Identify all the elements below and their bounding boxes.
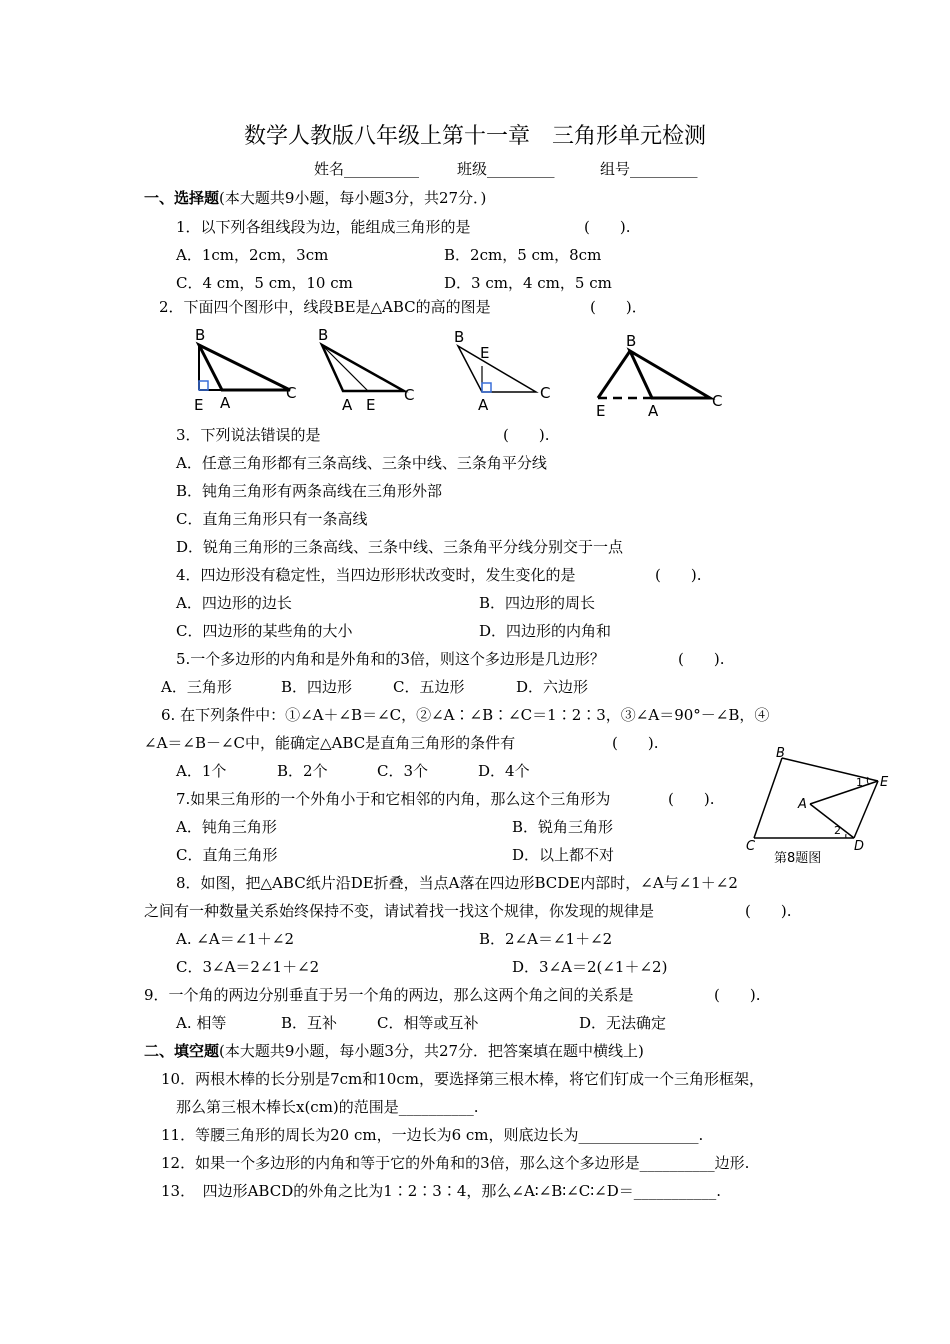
q12-text: 12．如果一个多边形的内角和等于它的外角和的3倍，那么这个多边形是__________边形. — [161, 1154, 750, 1172]
label-e: E — [596, 402, 606, 418]
segment-ad — [810, 804, 854, 838]
q6-option-c: C．3个 — [377, 762, 429, 780]
segment-bc — [754, 758, 782, 838]
q11-text: 11．等腰三角形的周长为20 cm，一边长为6 cm，则底边长为________________. — [161, 1126, 704, 1144]
q8-paren: ( ). — [745, 902, 792, 920]
q4-option-d: D．四边形的内角和 — [479, 622, 612, 640]
q2-paren: ( )． — [590, 298, 647, 316]
label-c: C — [712, 392, 723, 410]
label-d: D — [854, 839, 865, 854]
q5-option-d: D．六边形 — [516, 678, 589, 696]
triangle-abc — [199, 345, 290, 390]
segment-de — [854, 781, 878, 838]
q4-option-b: B．四边形的周长 — [479, 594, 596, 612]
q10-line-1: 10．两根木棒的长分别是7cm和10cm，要选择第三根木棒，将它们钉成一个三角形框架， — [161, 1070, 764, 1088]
label-e: E — [366, 396, 376, 414]
label-c: C — [404, 386, 415, 404]
triangle-abc — [322, 345, 404, 391]
q1-option-d: D．3 cm，4 cm，5 cm — [444, 274, 612, 292]
q5-option-a: A．三角形 — [161, 678, 232, 696]
triangle-abc — [630, 351, 710, 398]
label-b: B — [195, 326, 206, 344]
q6-option-d: D．4个 — [478, 762, 530, 780]
section-2-note: (本大题共9小题，每小题3分，共27分．把答案填在题中横线上) — [219, 1042, 644, 1060]
segment-ea — [810, 781, 878, 804]
q3-option-d: D．锐角三角形的三条高线、三条中线、三条角平分线分别交于一点 — [176, 538, 624, 556]
q8-line-1: 8．如图，把△ABC纸片沿DE折叠，当点A落在四边形BCDE内部时，∠A与∠1＋∠2 — [176, 874, 738, 892]
label-a: A — [342, 396, 353, 414]
q7-option-d: D．以上都不对 — [512, 846, 615, 864]
q9-option-d: D．无法确定 — [579, 1014, 667, 1032]
label-b: B — [454, 328, 465, 346]
q5-paren: ( ). — [678, 650, 725, 668]
label-e: E — [194, 396, 204, 414]
label-a: A — [478, 396, 489, 414]
q3-option-a: A．任意三角形都有三条高线、三条中线、三条角平分线 — [176, 454, 547, 472]
q3-option-b: B．钝角三角形有两条高线在三角形外部 — [176, 482, 443, 500]
q2-figure-1 — [186, 322, 296, 414]
q7-option-a: A．钝角三角形 — [176, 818, 277, 836]
q5-option-c: C．五边形 — [393, 678, 465, 696]
q8-option-b: B．2∠A＝∠1＋∠2 — [479, 930, 613, 948]
angle-2-label: 2 — [834, 824, 841, 837]
q2-figure-4 — [590, 326, 730, 418]
name-field: 姓名__________ — [314, 160, 420, 178]
q6-option-b: B．2个 — [277, 762, 328, 780]
q8-option-d: D．3∠A＝2(∠1＋∠2) — [512, 958, 668, 976]
label-c: C — [746, 839, 756, 854]
label-c: C — [286, 384, 296, 402]
q3-paren: ( ). — [503, 426, 550, 444]
group-field: 组号_________ — [600, 160, 698, 178]
q6-line-1: 6. 在下列条件中：①∠A＋∠B＝∠C，②∠A∶∠B∶∠C＝1∶2∶3，③∠A＝90°－∠B，④ — [161, 706, 770, 724]
q13-text: 13． 四边形ABCD的外角之比为1∶2∶3∶4，那么∠A∶∠B∶∠C∶∠D＝___________. — [161, 1182, 722, 1200]
figure-caption: 第8题图 — [774, 851, 822, 866]
q9-option-a: A. 相等 — [176, 1014, 227, 1032]
label-a: A — [648, 402, 659, 418]
q2-figure-2 — [310, 322, 420, 414]
q4-stem: 4．四边形没有稳定性，当四边形形状改变时，发生变化的是 — [176, 566, 576, 584]
q6-option-a: A．1个 — [176, 762, 227, 780]
q8-line-2: 之间有一种数量关系始终保持不变，请试着找一找这个规律，你发现的规律是 — [144, 902, 655, 920]
q1-paren: ( ). — [584, 218, 631, 236]
segment-be — [598, 351, 630, 398]
q9-stem: 9．一个角的两边分别垂直于另一个角的两边，那么这两个角之间的关系是 — [144, 986, 634, 1004]
label-b: B — [318, 326, 329, 344]
q6-paren: ( ). — [612, 734, 659, 752]
q5-stem: 5.一个多边形的内角和是外角和的3倍，则这个多边形是几边形？ — [176, 650, 605, 668]
q1-option-c: C．4 cm，5 cm，10 cm — [176, 274, 353, 292]
label-b: B — [626, 332, 637, 350]
section-2-heading — [144, 1041, 644, 1061]
q3-option-c: C．直角三角形只有一条高线 — [176, 510, 368, 528]
q2-stem: 2．下面四个图形中，线段BE是△ABC的高的图是 — [159, 298, 491, 316]
q8-figure — [740, 744, 900, 868]
section-1-title: 一、选择题 — [144, 189, 220, 207]
class-field: 班级_________ — [457, 160, 555, 178]
label-e: E — [480, 344, 490, 362]
section-1-heading — [144, 188, 486, 208]
q2-figure-3 — [448, 322, 558, 414]
q7-option-b: B．锐角三角形 — [512, 818, 614, 836]
q9-paren: ( ). — [714, 986, 761, 1004]
label-e: E — [880, 775, 889, 790]
q1-stem: 1．以下列各组线段为边，能组成三角形的是 — [176, 218, 471, 236]
q4-option-c: C．四边形的某些角的大小 — [176, 622, 353, 640]
q9-option-b: B．互补 — [281, 1014, 338, 1032]
label-a: A — [798, 797, 807, 812]
q7-stem: 7.如果三角形的一个外角小于和它相邻的内角，那么这个三角形为 — [176, 790, 611, 808]
q3-stem: 3．下列说法错误的是 — [176, 426, 321, 444]
label-b: B — [776, 746, 785, 761]
q6-line-2: ∠A＝∠B－∠C中，能确定△ABC是直角三角形的条件有 — [144, 734, 516, 752]
triangle-abc — [458, 346, 536, 392]
segment-be — [782, 758, 878, 781]
label-c: C — [540, 384, 551, 402]
q7-paren: ( ). — [668, 790, 715, 808]
q8-option-c: C．3∠A＝2∠1＋∠2 — [176, 958, 320, 976]
q8-option-a: A. ∠A＝∠1＋∠2 — [176, 930, 294, 948]
angle-1-label: 1 — [856, 776, 863, 789]
right-angle-mark — [482, 383, 491, 392]
q5-option-b: B．四边形 — [281, 678, 353, 696]
q1-option-a: A．1cm，2cm，3cm — [176, 246, 329, 264]
right-angle-mark — [199, 381, 208, 390]
q4-paren: ( ). — [655, 566, 702, 584]
label-a: A — [220, 394, 231, 412]
q1-option-b: B．2cm，5 cm，8cm — [444, 246, 602, 264]
section-1-note: (本大题共9小题，每小题3分，共27分．) — [219, 189, 487, 207]
q10-line-2: 那么第三根木棒长x(cm)的范围是__________. — [176, 1098, 479, 1116]
q9-option-c: C．相等或互补 — [377, 1014, 479, 1032]
section-2-title: 二、填空题 — [144, 1042, 220, 1060]
page-title: 数学人教版八年级上第十一章 三角形单元检测 — [243, 124, 706, 149]
q7-option-c: C．直角三角形 — [176, 846, 278, 864]
q4-option-a: A．四边形的边长 — [176, 594, 292, 612]
